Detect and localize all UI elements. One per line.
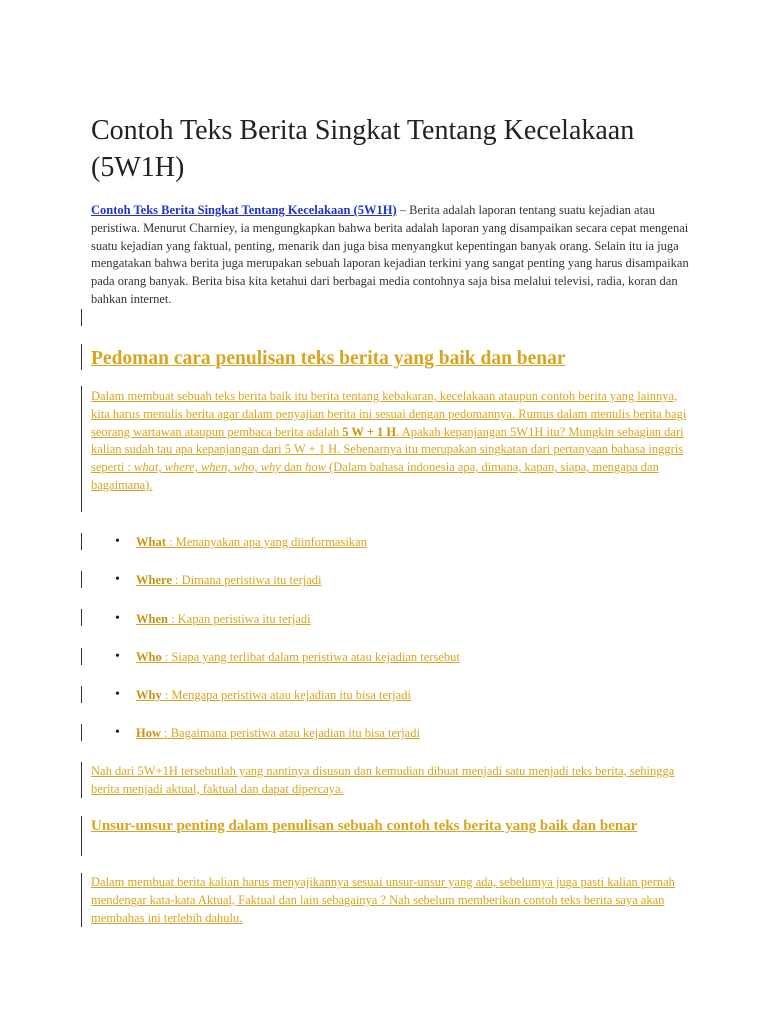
section-heading-unsur[interactable]: Unsur-unsur penting dalam penulisan sebuah contoh teks berita yang baik dan benar (91, 818, 638, 834)
list-item-text (136, 648, 460, 666)
pedoman-text-c: (Dalam bahasa indonesia apa, dimana, kapan, siapa, mengapa dan bagaimana). (91, 460, 659, 492)
intro-text: – Berita adalah laporan tentang suatu kejadian atau peristiwa. Menurut Charniey, ia mengungkapkan bahwa berita adalah laporan yang disampaikan secara cepat mengenai suatu kejadian yang faktual, penting, menarik dan juga bisa menyangkut kepentingan banyak orang. Selain itu ia juga mengatakan bahwa berita juga merupakan sebuah laporan kejadian terkini yang sangat penting yang harus disampaikan pada orang banyak. Berita bisa kita ketahui dari berbagai media contohnya saja bisa melalui televisi, radia, koran dan bahkan internet. (91, 203, 689, 306)
bullet-icon: • (115, 610, 120, 626)
list-item[interactable] (91, 533, 691, 571)
page-title: Contoh Teks Berita Singkat Tentang Kecelakaan (5W1H) (91, 115, 635, 183)
bullet-icon: • (115, 572, 120, 588)
list-item-desc: : Kapan peristiwa itu terjadi (167, 611, 311, 626)
text-cursor (81, 309, 82, 326)
list-item-text (136, 724, 420, 742)
section-heading-pedoman[interactable]: Pedoman cara penulisan teks berita yang baik dan benar (91, 348, 566, 369)
text-cursor (81, 609, 82, 626)
text-cursor (81, 816, 82, 856)
list-item-desc: : Mengapa peristiwa atau kejadian itu bisa terjadi (161, 688, 411, 703)
list-item-term: Why (136, 688, 162, 703)
bullet-icon: • (115, 534, 120, 549)
list-item[interactable] (91, 571, 691, 609)
5w1h-list (91, 533, 691, 763)
list-item-text (136, 686, 411, 704)
text-cursor (81, 873, 82, 927)
bullet-icon: • (115, 725, 120, 741)
wh-words: what, where, when, who, why (134, 460, 281, 475)
pedoman-text-a: Dalam membuat sebuah teks berita baik itu berita tentang kebakaran, kecelakaan ataupun contoh berita yang lainnya, kita harus menulis berita agar dalam penyajian berita ini sesuai dengan pedomannya. Rumus dalam menulis berita bagi seorang wartawan ataupun pembaca berita adalah (91, 389, 687, 439)
unsur-paragraph[interactable]: Dalam membuat berita kalian harus menyajikannya sesuai unsur-unsur yang ada, sebelumya juga pasti kalian pernah mendengar kata-kata Aktual, Faktual dan lain sebagainya ? Nah sebelum memberikan contoh teks berita saya akan membahas ini terlebih dahulu. (91, 875, 675, 925)
list-item[interactable] (91, 686, 691, 724)
formula-5w1h: 5 W + 1 H (342, 424, 397, 439)
text-cursor (81, 724, 82, 741)
list-item-text (136, 571, 321, 589)
closing-paragraph[interactable]: Nah dari 5W+1H tersebutlah yang nantinya disusun dan kemudian dibuat menjadi satu menjadi teks berita, sehingga berita menjadi aktual, faktual dan dapat dipercaya. (91, 764, 675, 796)
text-cursor (81, 344, 82, 370)
list-item-term: Who (136, 649, 162, 664)
text-cursor (81, 571, 82, 588)
text-cursor (81, 648, 82, 665)
pedoman-text-b: . Apakah kepanjangan 5W1H itu? Mungkin sebagian dari kalian sudah tau apa kepanjangan dari 5 W + 1 H. Sebenarnya itu merupakan singkatan dari pertanyaan bahasa inggris seperti : (91, 424, 684, 475)
text-cursor (81, 533, 82, 550)
text-cursor (81, 686, 82, 703)
list-item-desc: : Dimana peristiwa itu terjadi (171, 573, 322, 588)
pedoman-paragraph[interactable] (91, 388, 691, 495)
list-item[interactable] (91, 724, 691, 762)
article-link[interactable]: Contoh Teks Berita Singkat Tentang Kecelakaan (5W1H) (91, 203, 397, 217)
list-item-desc: : Menanyakan apa yang diinformasikan (165, 535, 367, 549)
list-item-term: When (136, 611, 168, 626)
bullet-icon: • (115, 648, 120, 664)
list-item-desc: : Siapa yang terlibat dalam peristiwa atau kejadian tersebut (161, 649, 460, 664)
and-word: dan (280, 460, 306, 475)
list-item-text (136, 610, 311, 628)
bullet-icon: • (115, 687, 120, 703)
how-word: how (305, 460, 326, 475)
text-cursor (81, 762, 82, 798)
text-cursor (81, 386, 82, 512)
list-item[interactable] (91, 610, 691, 648)
list-item-desc: : Bagaimana peristiwa atau kejadian itu bisa terjadi (161, 726, 420, 741)
list-item-term: How (136, 726, 161, 741)
list-item-term: Where (136, 573, 172, 588)
list-item[interactable] (91, 648, 691, 686)
list-item-term: What (136, 535, 166, 549)
intro-paragraph (91, 202, 691, 309)
list-item-text (136, 533, 367, 551)
